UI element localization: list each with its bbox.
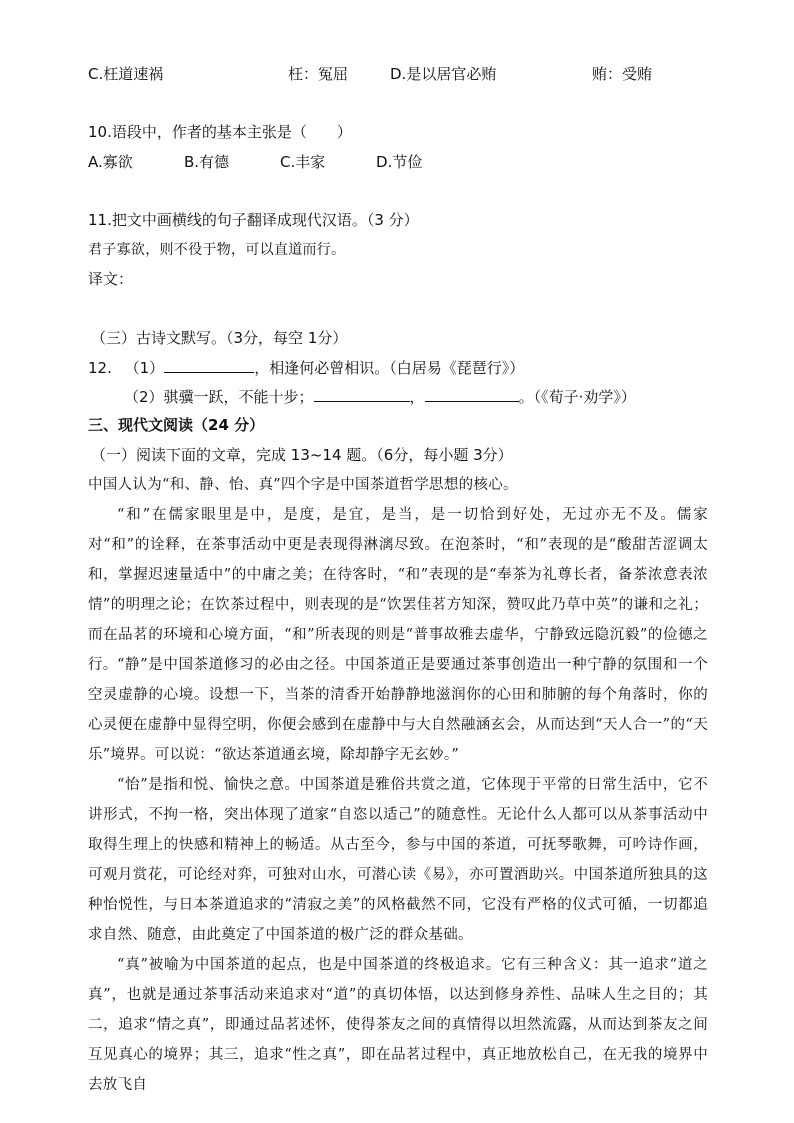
q12-1-suffix: ，相逢何必曾相识。（白居易《琵琶行》） [254,359,525,377]
q11-stem: 11.把文中画横线的句子翻译成现代汉语。（3 分） [88,211,419,229]
q9-option-c-gloss: 枉：冤屈 [288,65,349,83]
q9-option-c: C.枉道速祸 [88,65,164,83]
part3-heading: 三、现代文阅读（24 分） [88,416,265,434]
article-paragraph-jing: “静”是中国茶道修习的必由之径。中国茶道正是要通过茶事创造出一种宁静的氛围和一个空灵虚静的心境。设想一下，当茶的清香开始静静地滋润你的心田和肺腑的每个角落时，你的心灵便在虚静中显得空明，你便会感到在虚静中与大自然融涵玄会，从而达到“天人合一”的“天乐”境界。可以说：“欲达茶道通玄境，除却静字无玄妙。” [88,657,708,763]
part3-sub-heading: （一）阅读下面的文章，完成 13~14 题。（6分，每小题 3分） [91,446,513,464]
q10-stem: 10.语段中，作者的基本主张是（ ） [88,123,352,141]
q11-answer-label: 译文： [88,270,134,288]
q12-2-prefix: （2）骐骥一跃，不能十步； [124,388,314,406]
q12-line-2 [124,386,636,407]
section3-heading: （三）古诗文默写。（3分，每空 1分） [91,329,348,347]
article-first-line: 中国人认为“和、静、怡、真”四个字是中国茶道哲学思想的核心。 [88,477,518,493]
q12-2-mid: ， [409,388,425,406]
q9-option-d-gloss: 贿：受贿 [592,65,653,83]
q10-option-c: C.丰家 [280,153,326,171]
q9-option-d: D.是以居官必贿 [390,65,497,83]
q12-1-blank[interactable] [164,357,254,373]
q12-number: 12. [88,359,112,377]
q12-line-1 [88,357,524,378]
q10-option-b: B.有德 [184,153,230,171]
q12-2-suffix: 。（《荀子·劝学》） [518,388,636,406]
article-paragraph-he: “和”在儒家眼里是中，是度，是宜，是当，是一切恰到好处，无过亦无不及。儒家对“和”的诠释，在茶事活动中更是表现得淋漓尽致。在泡茶时，“和”表现的是“酸甜苦涩调太和，掌握迟速量适中”的中庸之美；在待客时，“和”表现的是“奉茶为礼尊长者，备茶浓意表浓情”的明理之论；在饮茶过程中，则表现的是“饮罢佳茗方知深，赞叹此乃草中英”的谦和之礼；而在品茗的环境和心境方面，“和”所表现的则是“普事故雅去虚华，宁静致远隐沉毅”的俭德之行。 [88,507,708,673]
article-paragraph-zhen: “真”被喻为中国茶道的起点，也是中国茶道的终极追求。它有三种含义：其一追求“道之真”，也就是通过茶事活动来追求对“道”的真切体悟，以达到修身养性、品味人生之目的；其二，追求“情之真”，即通过品茗述怀，使得茶友之间的真情得以坦然流露，从而达到茶友之间互见真心的境界；其三，追求“性之真”，即在品茗过程中，真正地放松自己，在无我的境界中去放飞自 [88,957,708,1093]
article-paragraph-yi: “怡”是指和悦、愉快之意。中国茶道是雅俗共赏之道，它体现于平常的日常生活中，它不讲形式，不拘一格，突出体现了道家“自恣以适己”的随意性。无论什么人都可以从茶事活动中取得生理上的快感和精神上的畅适。从古至今，参与中国的茶道，可抚琴歌舞，可吟诗作画，可观月赏花，可论经对弈，可独对山水，可潜心读《易》，亦可置酒助兴。中国茶道所独具的这种怡悦性，与日本茶道追求的“清寂之美”的风格截然不同，它没有严格的仪式可循，一切都追求自然、随意，由此奠定了中国茶道的极广泛的群众基础。 [88,777,708,943]
q10-option-a: A.寡欲 [88,153,133,171]
q11-sentence: 君子寡欲，则不役于物，可以直道而行。 [88,242,346,258]
q12-2-blank-1[interactable] [314,386,410,402]
q12-2-blank-2[interactable] [425,386,519,402]
q10-option-d: D.节俭 [376,153,423,171]
q12-1-prefix: （1） [124,359,165,377]
